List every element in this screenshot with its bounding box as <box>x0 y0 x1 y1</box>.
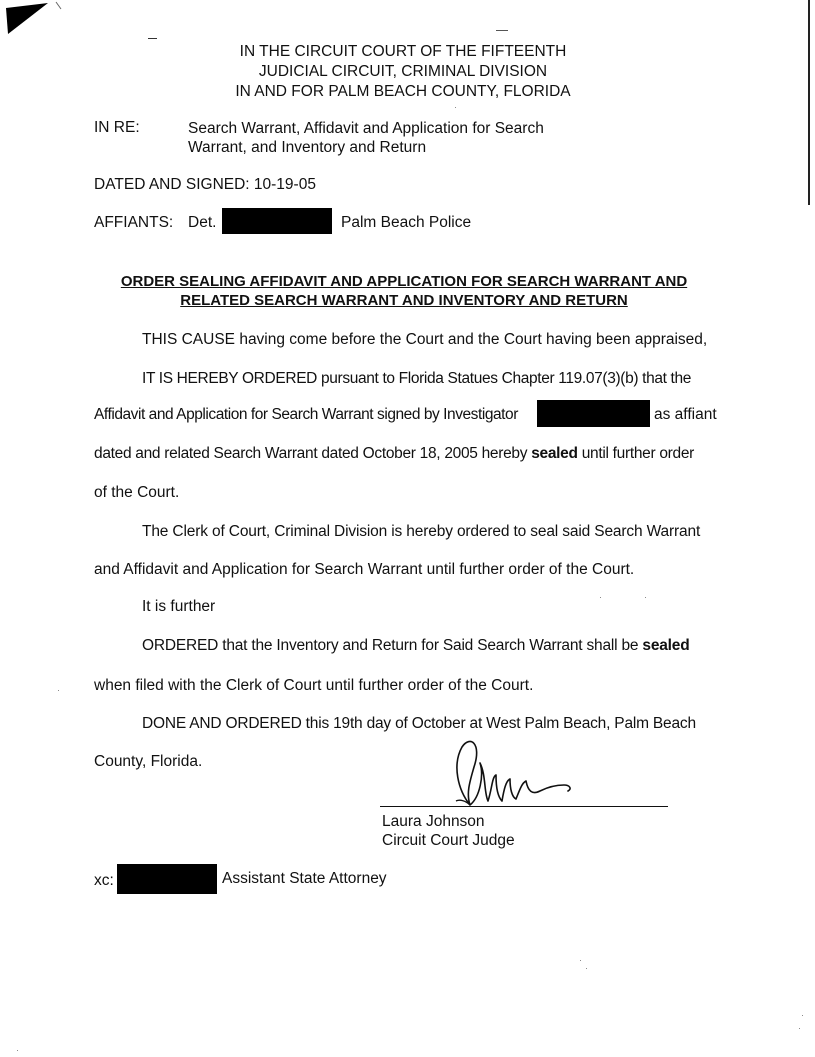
order-title-line2: RELATED SEARCH WARRANT AND INVENTORY AND RETURN <box>180 292 628 309</box>
court-header-line2: JUDICIAL CIRCUIT, CRIMINAL DIVISION <box>258 63 548 80</box>
body-p1: THIS CAUSE having come before the Court and the Court having been appraised, <box>142 331 708 348</box>
dated-signed: DATED AND SIGNED: 10-19-05 <box>94 176 316 193</box>
body-p6-line1: DONE AND ORDERED this 19th day of October at West Palm Beach, Palm Beach <box>142 715 696 732</box>
redaction-block <box>222 208 332 234</box>
scan-dash <box>148 38 157 39</box>
affiants-label: AFFIANTS: <box>94 214 174 231</box>
judge-name: Laura Johnson <box>382 813 485 830</box>
sealed-emphasis: sealed <box>642 637 690 654</box>
in-re-line2: Warrant, and Inventory and Return <box>188 139 427 156</box>
body-p5-line1a: ORDERED that the Inventory and Return for Said Search Warrant shall be <box>142 637 643 654</box>
affiants-prefix: Det. <box>188 214 217 231</box>
scan-edge-line <box>808 0 810 205</box>
body-p6-line2: County, Florida. <box>94 753 203 770</box>
body-p2-line3a: dated and related Search Warrant dated October 18, 2005 hereby <box>94 445 532 462</box>
scan-speck <box>580 960 581 961</box>
body-p4: It is further <box>142 598 216 615</box>
judge-title: Circuit Court Judge <box>382 832 515 849</box>
signature-block <box>382 812 515 850</box>
in-re-line1: Search Warrant, Affidavit and Application for Search <box>188 120 544 137</box>
body-p5-line2: when filed with the Clerk of Court until further order of the Court. <box>94 677 534 694</box>
body-p3-line1: The Clerk of Court, Criminal Division is hereby ordered to seal said Search Warrant <box>142 523 701 540</box>
order-title-line1: ORDER SEALING AFFIDAVIT AND APPLICATION FOR SEARCH WARRANT AND <box>120 273 688 290</box>
body-p2-line1: IT IS HEREBY ORDERED pursuant to Florida Statues Chapter 119.07(3)(b) that the <box>142 370 692 387</box>
in-re-text <box>188 119 544 157</box>
scan-speck <box>58 690 59 691</box>
court-header-line1: IN THE CIRCUIT COURT OF THE FIFTEENTH <box>239 43 567 60</box>
cc-label: xc: <box>94 872 114 889</box>
cc-suffix: Assistant State Attorney <box>222 870 387 887</box>
scan-speck <box>802 1015 803 1016</box>
body-p3-line2: and Affidavit and Application for Search Warrant until further order of the Court. <box>94 561 635 578</box>
scan-speck <box>17 1050 18 1051</box>
scan-speck <box>799 1028 800 1029</box>
scan-speck <box>645 597 646 598</box>
corner-mark <box>0 0 70 40</box>
court-header-line3: IN AND FOR PALM BEACH COUNTY, FLORIDA <box>235 83 571 100</box>
scan-speck <box>586 968 587 969</box>
body-p2-line3b: until further order <box>577 445 695 462</box>
affiants-suffix: Palm Beach Police <box>341 214 472 231</box>
court-header <box>150 42 656 102</box>
judge-signature <box>440 735 600 810</box>
redaction-block <box>117 864 217 894</box>
body-p2-line2a: Affidavit and Application for Search Warrant signed by Investigator <box>94 406 518 423</box>
signature-line <box>380 806 668 807</box>
redaction-block <box>537 400 650 427</box>
body-p5-line1 <box>142 637 689 655</box>
scan-speck <box>455 107 456 108</box>
body-p2-line2b: as affiant <box>654 406 717 423</box>
order-title <box>60 272 748 310</box>
scan-dash <box>496 30 508 31</box>
sealed-emphasis: sealed <box>531 445 578 462</box>
body-p2-line3 <box>94 445 694 463</box>
in-re-label: IN RE: <box>94 119 140 136</box>
body-p2-line4: of the Court. <box>94 484 180 501</box>
scan-speck <box>600 597 601 598</box>
